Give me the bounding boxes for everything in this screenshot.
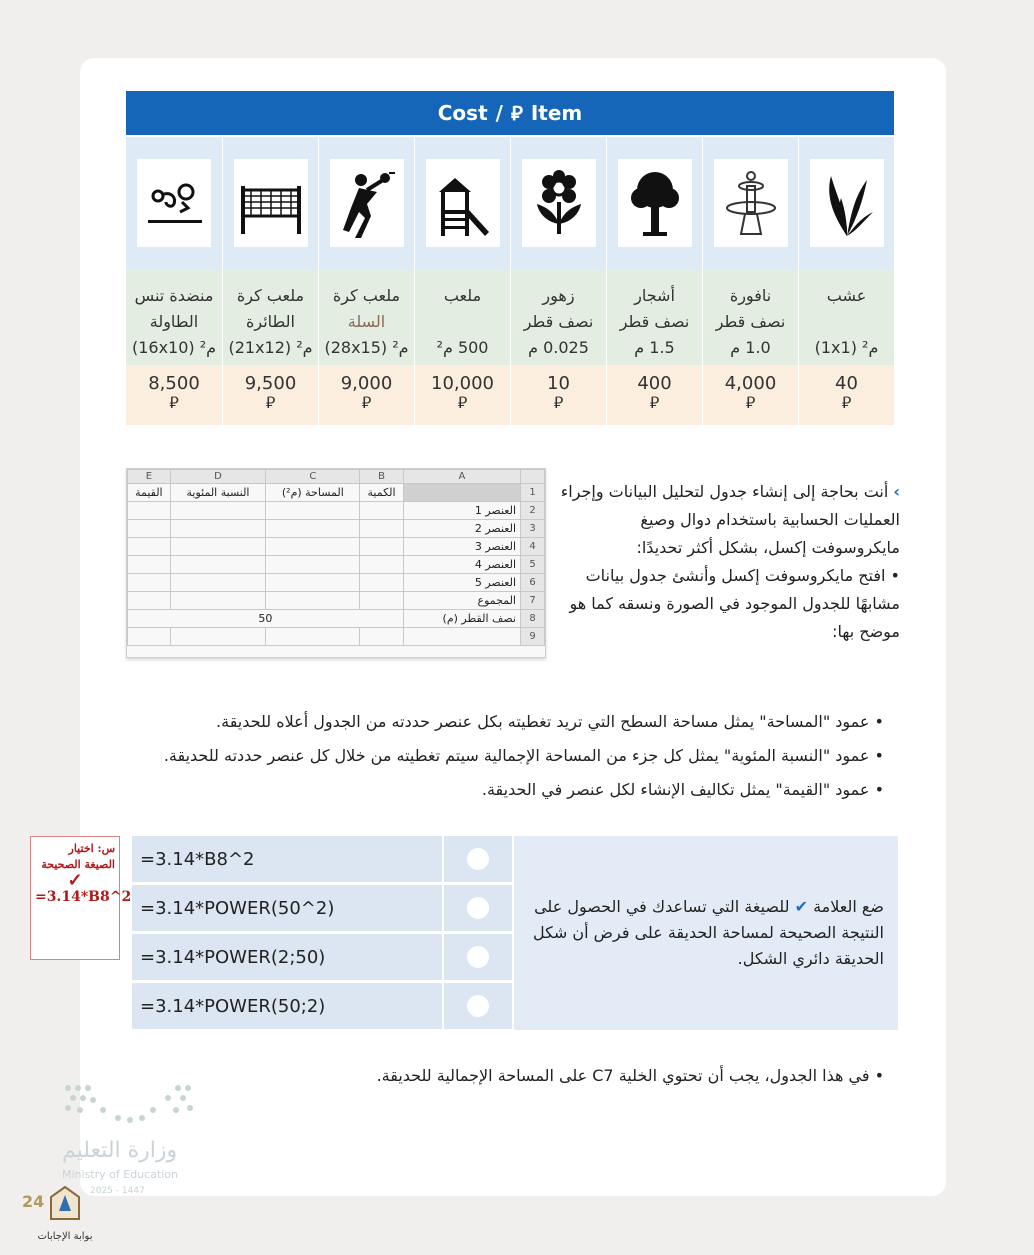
cost-item-column: [414, 137, 510, 425]
brand-badge: [30, 1185, 100, 1242]
cell: [266, 574, 360, 592]
bullet-value: • عمود "القيمة" يمثل تكاليف الإنشاء لكل عنصر في الحديقة.: [481, 780, 884, 799]
item-price: 10: [547, 373, 570, 394]
item-price: 8,500: [148, 373, 200, 394]
cell: [266, 502, 360, 520]
icon-box: [137, 159, 211, 247]
currency-symbol: ⃁: [169, 393, 179, 412]
item-name-line: 0.025 م: [528, 338, 589, 357]
volleyball-icon: [241, 168, 301, 238]
currency-symbol: ⃁: [649, 393, 660, 412]
intro-paragraph: [560, 478, 900, 562]
cell: [128, 538, 171, 556]
item-price: 9,000: [340, 373, 393, 394]
item-price-cell: [607, 365, 702, 425]
item-name-line: ملعب كرة: [236, 286, 305, 305]
cell: [128, 592, 171, 610]
header-item: Item: [530, 101, 583, 125]
item-name-line: ملعب: [443, 286, 482, 305]
cell: [128, 574, 171, 592]
fountain-icon: [721, 168, 781, 238]
icon-cell: [319, 137, 414, 269]
item-name-cell: [799, 269, 894, 365]
cell-total-label: المجموع: [403, 592, 520, 610]
column-descriptions: [140, 705, 884, 807]
cell: [360, 574, 403, 592]
cost-item-column: [126, 137, 222, 425]
item-name-cell: [511, 269, 606, 365]
item-name-line: أشجار: [634, 286, 675, 305]
option-radio[interactable]: [444, 885, 512, 931]
tree-icon: [625, 168, 685, 238]
playground-icon: [433, 168, 493, 238]
icon-cell: [415, 137, 510, 269]
cell-radius-label: نصف القطر (م): [403, 610, 520, 628]
cell: [360, 502, 403, 520]
cost-item-column: [702, 137, 798, 425]
row-number: 6: [521, 574, 545, 592]
item-name-cell: [607, 269, 702, 365]
excel-table: [127, 469, 545, 646]
flower-icon: [529, 168, 589, 238]
cell-d1: النسبة المئوية: [170, 484, 266, 502]
option-radio[interactable]: [444, 983, 512, 1029]
excel-screenshot: [126, 468, 546, 658]
intro-instruction: • افتح مايكروسوفت إكسل وأنشئ جدول بيانات مشابهًا للجدول الموجود في الصورة ونسقه كما هو موضح بها:: [569, 566, 900, 641]
col-header-d: D: [170, 470, 266, 484]
cell: [360, 520, 403, 538]
cell: [170, 520, 266, 538]
cell: [360, 592, 403, 610]
checkmark-icon: ✔: [794, 897, 808, 916]
cell: [170, 556, 266, 574]
item-price: 9,500: [244, 373, 297, 394]
ministry-logo-icon: [58, 1080, 208, 1140]
item-price-cell: [511, 365, 606, 425]
cost-item-column: [798, 137, 894, 425]
chevron-icon: ›: [893, 482, 900, 501]
icon-cell: [799, 137, 894, 269]
cell-item-label: العنصر 5: [403, 574, 520, 592]
page-number: 24: [22, 1192, 45, 1211]
item-name-line: نصف قطر: [619, 312, 690, 331]
cell-a1: [403, 484, 520, 502]
item-price-cell: [126, 365, 222, 425]
handwritten-note: [30, 836, 132, 960]
cell: [266, 592, 360, 610]
item-name-line: الطائرة: [246, 312, 295, 331]
header-separator: /: [495, 101, 503, 125]
option-formula: =3.14*POWER(50;2): [132, 983, 442, 1029]
item-price: 400: [637, 373, 672, 394]
cell: [128, 520, 171, 538]
item-price-cell: [799, 365, 894, 425]
item-name-line: م² (21x12): [228, 338, 313, 357]
quiz-option[interactable]: [132, 885, 512, 931]
cell: [266, 556, 360, 574]
item-name-line: زهور: [542, 286, 575, 305]
cell: [360, 628, 403, 646]
note-line1: س: اختيار: [68, 842, 115, 855]
icon-cell: [511, 137, 606, 269]
cell-b1: الكمية: [360, 484, 403, 502]
col-header-c: C: [266, 470, 360, 484]
radio-circle-icon[interactable]: [467, 995, 489, 1017]
cell-item-label: العنصر 2: [403, 520, 520, 538]
item-name-line: منضدة تنس: [134, 286, 214, 305]
option-radio[interactable]: [444, 836, 512, 882]
item-name-line: عشب: [826, 286, 867, 305]
item-price-cell: [703, 365, 798, 425]
currency-symbol: ⃁: [457, 393, 468, 412]
item-name-line: [799, 309, 894, 335]
row-number: 8: [521, 610, 545, 628]
item-price: 40: [835, 373, 858, 394]
ministry-name-en: Ministry of Education: [62, 1168, 179, 1181]
cell-c1: المساحة (م²): [266, 484, 360, 502]
icon-box: [618, 159, 692, 247]
row-number: 9: [521, 628, 545, 646]
icon-box: [234, 159, 308, 247]
row-number: 4: [521, 538, 545, 556]
final-bullet: • في هذا الجدول، يجب أن تحتوي الخلية C7 على المساحة الإجمالية للحديقة.: [376, 1066, 884, 1085]
grass-icon: [817, 168, 877, 238]
cell-item-label: العنصر 3: [403, 538, 520, 556]
item-price-cell: [415, 365, 510, 425]
item-name-cell: [319, 269, 414, 365]
icon-box: [810, 159, 884, 247]
col-header-e: E: [128, 470, 171, 484]
cell: [266, 538, 360, 556]
item-name-cell: [703, 269, 798, 365]
col-header-a: A: [403, 470, 520, 484]
icon-box: [426, 159, 500, 247]
option-formula: =3.14*B8^2: [132, 836, 442, 882]
bullet-area: • عمود "المساحة" يمثل مساحة السطح التي تريد تغطيته بكل عنصر حددته من الجدول أعلاه للحديقة.: [216, 712, 884, 731]
row-number: 7: [521, 592, 545, 610]
brand-label: بوابة الإجابات: [37, 1231, 93, 1242]
currency-symbol: ⃁: [841, 393, 852, 412]
icon-box: [330, 159, 404, 247]
corner-cell: [521, 470, 545, 484]
quiz-option[interactable]: [132, 934, 512, 980]
cost-item-column: [222, 137, 318, 425]
item-name-cell: [415, 269, 510, 365]
cell-item-label: العنصر 4: [403, 556, 520, 574]
item-price: 10,000: [431, 373, 494, 394]
row-number: 1: [521, 484, 545, 502]
option-radio[interactable]: [444, 934, 512, 980]
table-tennis-icon: [144, 168, 204, 238]
item-name-line: السلة: [347, 312, 386, 331]
currency-symbol: ⃁: [745, 393, 756, 412]
quiz-prompt: [514, 836, 898, 1030]
icon-box: [522, 159, 596, 247]
cell-item-label: العنصر 1: [403, 502, 520, 520]
item-name-line: 1.0 م: [730, 338, 771, 357]
basketball-icon: [337, 168, 397, 238]
cell: [128, 628, 171, 646]
ministry-name-ar: وزارة التعليم: [62, 1138, 178, 1163]
cell-e1: القيمة: [128, 484, 171, 502]
item-name-line: [415, 309, 510, 335]
item-name-cell: [223, 269, 318, 365]
item-price-cell: [223, 365, 318, 425]
item-price: 4,000: [724, 373, 777, 394]
row-number: 2: [521, 502, 545, 520]
cell: [360, 538, 403, 556]
note-line2: الصيغة الصحيحة: [41, 858, 115, 871]
cell: [170, 538, 266, 556]
item-name-line: م² (1x1): [814, 338, 879, 357]
cell: [128, 502, 171, 520]
radio-circle-icon[interactable]: [467, 946, 489, 968]
cell: [170, 628, 266, 646]
cost-item-column: [510, 137, 606, 425]
cell: [128, 556, 171, 574]
tick-icon: ✓: [67, 870, 83, 891]
quiz-option[interactable]: [132, 983, 512, 1029]
option-formula: =3.14*POWER(50^2): [132, 885, 442, 931]
header-cost: Cost: [437, 101, 488, 125]
icon-cell: [126, 137, 222, 269]
cell-radius-value: 50: [128, 610, 404, 628]
item-name-line: 1.5 م: [634, 338, 675, 357]
cell: [266, 628, 360, 646]
cost-item-column: [318, 137, 414, 425]
prompt-part-b: للصيغة التي تساعدك في الحصول على النتيجة الصحيحة لمساحة الحديقة على فرض أن شكل الحديقة دائري الشكل.: [532, 897, 884, 968]
currency-symbol: ⃁: [510, 101, 523, 125]
item-name-line: نصف قطر: [523, 312, 594, 331]
quiz-option[interactable]: [132, 836, 512, 882]
cell: [360, 556, 403, 574]
item-name-line: ملعب كرة: [332, 286, 401, 305]
radio-circle-icon[interactable]: [467, 848, 489, 870]
cell: [266, 520, 360, 538]
row-number: 5: [521, 556, 545, 574]
cell: [170, 592, 266, 610]
intro-text: [560, 478, 900, 646]
row-number: 3: [521, 520, 545, 538]
icon-box: [714, 159, 788, 247]
cost-item-column: [606, 137, 702, 425]
cost-table-grid: [126, 137, 894, 425]
brand-logo-icon: [45, 1185, 85, 1225]
icon-cell: [223, 137, 318, 269]
intro-p1: أنت بحاجة إلى إنشاء جدول لتحليل البيانات وإجراء العمليات الحسابية باستخدام دوال وصيغ مايكروسوفت إكسل، بشكل أكثر تحديدًا:: [560, 482, 900, 557]
item-name-line: م² (28x15): [324, 338, 409, 357]
item-name-line: نافورة: [729, 286, 772, 305]
item-name-line: 500 م²: [436, 338, 489, 357]
ministry-years: 2025 - 1447: [90, 1186, 145, 1196]
currency-symbol: ⃁: [265, 393, 276, 412]
item-name-line: نصف قطر: [715, 312, 786, 331]
option-formula: =3.14*POWER(2;50): [132, 934, 442, 980]
quiz-prompt-text: [528, 894, 884, 972]
item-name-cell: [126, 269, 222, 365]
item-name-line: م² (16x10): [131, 338, 217, 357]
cell: [170, 502, 266, 520]
prompt-part-a: ضع العلامة: [813, 897, 884, 916]
item-name-line: الطاولة: [149, 312, 199, 331]
cell: [403, 628, 520, 646]
bullet-percentage: • عمود "النسبة المئوية" يمثل كل جزء من المساحة الإجمالية سيتم تغطيته من خلال كل عنصر حددته للحديقة.: [163, 746, 884, 765]
cost-table-header: [126, 91, 894, 135]
item-price-cell: [319, 365, 414, 425]
col-header-b: B: [360, 470, 403, 484]
icon-cell: [703, 137, 798, 269]
note-formula: =3.14*B8^2: [35, 889, 132, 905]
icon-cell: [607, 137, 702, 269]
radio-circle-icon[interactable]: [467, 897, 489, 919]
currency-symbol: ⃁: [361, 393, 372, 412]
cell: [170, 574, 266, 592]
currency-symbol: ⃁: [553, 393, 564, 412]
